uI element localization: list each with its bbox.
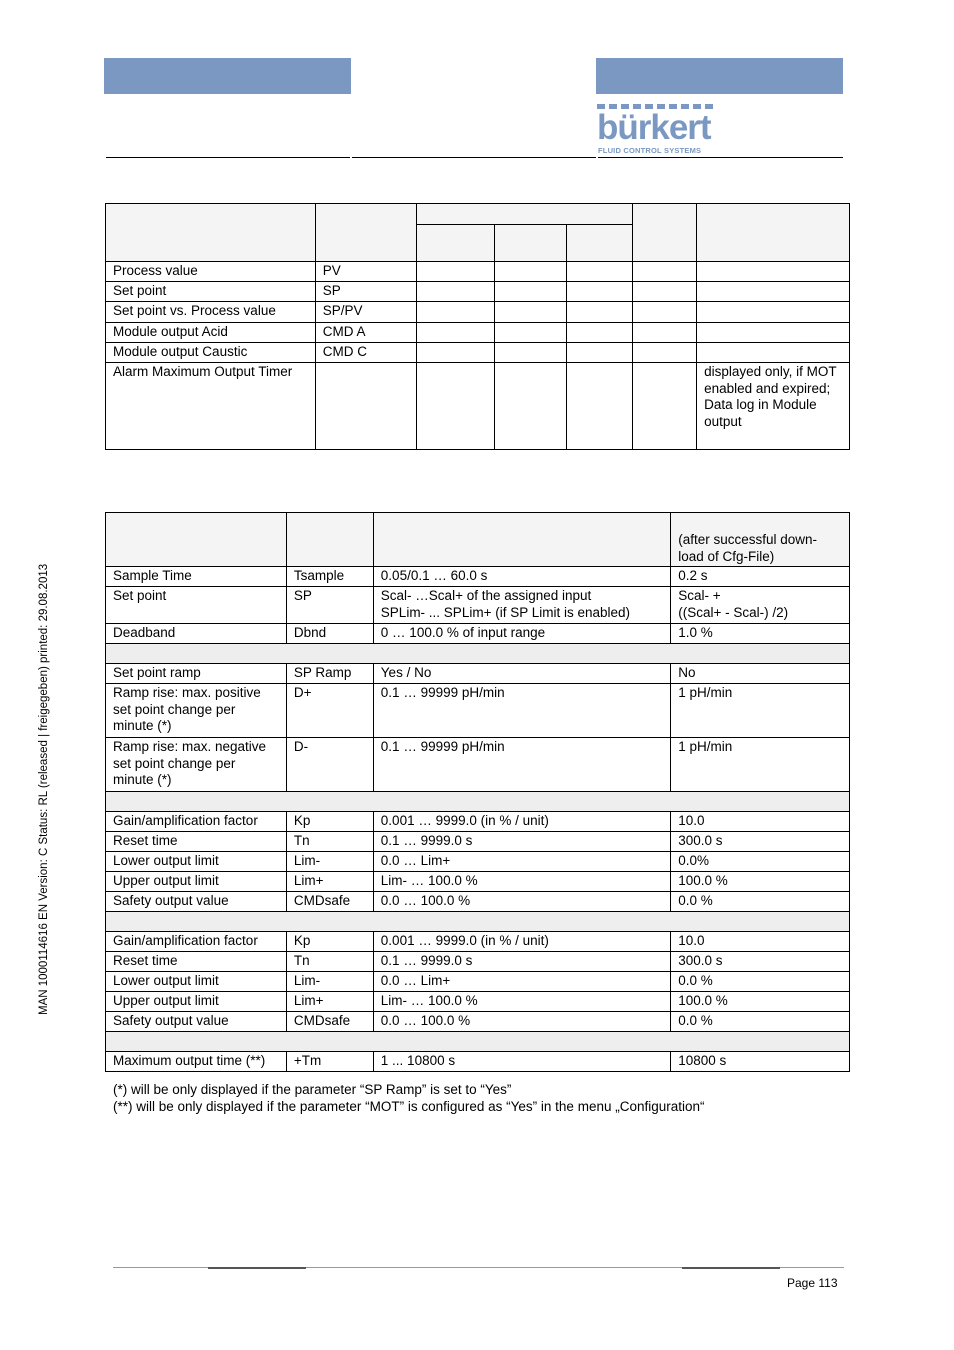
param-default: 0.0 % (671, 972, 850, 992)
row-empty-cell (495, 302, 567, 323)
row-empty-cell (633, 262, 697, 282)
logo-tagline: FLUID CONTROL SYSTEMS (598, 146, 702, 155)
param-default: 1 pH/min (671, 738, 850, 792)
table1-header-cell (697, 204, 850, 262)
row-label: Set point vs. Process value (106, 302, 316, 323)
header-bar-left (104, 58, 351, 94)
footer-rule-accent (208, 1267, 306, 1269)
param-range: 0.05/0.1 … 60.0 s (373, 567, 670, 587)
param-name: Reset time (106, 952, 287, 972)
param-name: Maximum output time (**) (106, 1052, 287, 1072)
param-default: 1 pH/min (671, 684, 850, 738)
row-empty-cell (567, 282, 633, 302)
param-name: Safety output value (106, 1012, 287, 1032)
param-symbol: Lim+ (286, 992, 373, 1012)
param-symbol: CMDsafe (286, 1012, 373, 1032)
row-symbol: SP (315, 282, 416, 302)
param-symbol: Lim- (286, 852, 373, 872)
param-symbol: Lim- (286, 972, 373, 992)
table-row (106, 738, 850, 792)
param-symbol: Tsample (286, 567, 373, 587)
row-label: Process value (106, 262, 316, 282)
param-symbol: Kp (286, 812, 373, 832)
row-empty-cell (416, 343, 495, 363)
row-note (697, 343, 850, 363)
row-empty-cell (416, 262, 495, 282)
param-default: 10.0 (671, 812, 850, 832)
table-row (106, 872, 850, 892)
row-empty-cell (633, 323, 697, 343)
param-range: 0.1 … 99999 pH/min (373, 684, 670, 738)
section-cell (106, 912, 850, 932)
row-note: displayed only, if MOT enabled and expired; Data log in Module output (697, 363, 850, 450)
row-symbol: CMD C (315, 343, 416, 363)
param-default: 100.0 % (671, 992, 850, 1012)
table1-header-cell (106, 204, 316, 262)
document-status-sidebar: MAN 1000114616 EN Version: C Status: RL (released | freigegeben) printed: 29.08.2013 (38, 563, 50, 1015)
section-row (106, 912, 850, 932)
row-symbol: CMD A (315, 323, 416, 343)
table2-header-default: (after successful down-load of Cfg-File) (671, 513, 850, 567)
table-row (106, 567, 850, 587)
table-row (106, 832, 850, 852)
param-name: Deadband (106, 624, 287, 644)
param-symbol: Kp (286, 932, 373, 952)
param-name: Upper output limit (106, 992, 287, 1012)
header-rule-left (106, 157, 350, 158)
row-note (697, 262, 850, 282)
table1-subheader-cell (416, 225, 495, 262)
param-range: 0.1 … 99999 pH/min (373, 738, 670, 792)
row-empty-cell (416, 302, 495, 323)
param-symbol: SP (286, 587, 373, 624)
table-row (106, 262, 850, 282)
section-cell (106, 1032, 850, 1052)
param-default: 1.0 % (671, 624, 850, 644)
row-empty-cell (567, 323, 633, 343)
row-empty-cell (567, 302, 633, 323)
param-range: 0.0 … Lim+ (373, 852, 670, 872)
table1-subheader-cell (495, 225, 567, 262)
param-name: Gain/amplification factor (106, 932, 287, 952)
param-range: 0.001 … 9999.0 (in % / unit) (373, 812, 670, 832)
row-symbol: PV (315, 262, 416, 282)
row-label: Module output Caustic (106, 343, 316, 363)
header-rule-middle (352, 157, 596, 158)
section-row (106, 1032, 850, 1052)
table-row (106, 302, 850, 323)
row-label: Set point (106, 282, 316, 302)
table1-subheader-cell (567, 225, 633, 262)
table-row (106, 624, 850, 644)
row-empty-cell (567, 343, 633, 363)
table-row (106, 1052, 850, 1072)
table-row (106, 1012, 850, 1032)
table-row (106, 992, 850, 1012)
table-row (106, 323, 850, 343)
param-default: No (671, 664, 850, 684)
param-range: 1 ... 10800 s (373, 1052, 670, 1072)
param-range: 0.001 … 9999.0 (in % / unit) (373, 932, 670, 952)
param-name: Ramp rise: max. negative set point change per minute (*) (106, 738, 287, 792)
param-symbol: SP Ramp (286, 664, 373, 684)
param-range: Yes / No (373, 664, 670, 684)
param-default: Scal- + ((Scal+ - Scal-) /2) (671, 587, 850, 624)
table-row (106, 852, 850, 872)
param-symbol: D+ (286, 684, 373, 738)
param-default: 10800 s (671, 1052, 850, 1072)
row-empty-cell (495, 363, 567, 450)
param-default: 100.0 % (671, 872, 850, 892)
param-name: Set point ramp (106, 664, 287, 684)
table-row (106, 892, 850, 912)
row-symbol: SP/PV (315, 302, 416, 323)
section-row (106, 792, 850, 812)
param-range: Lim- … 100.0 % (373, 992, 670, 1012)
param-name: Lower output limit (106, 972, 287, 992)
row-note (697, 302, 850, 323)
display-parameters-table (105, 203, 850, 450)
table2-header-cell (373, 513, 670, 567)
param-range: 0.1 … 9999.0 s (373, 832, 670, 852)
table1-header-cell (315, 204, 416, 262)
row-empty-cell (416, 282, 495, 302)
table-row (106, 684, 850, 738)
table2-header-cell (286, 513, 373, 567)
section-cell (106, 644, 850, 664)
table2-header-cell (106, 513, 287, 567)
param-default: 0.2 s (671, 567, 850, 587)
table-row (106, 932, 850, 952)
section-row (106, 644, 850, 664)
footnote-1: (*) will be only displayed if the parameter “SP Ramp” is set to “Yes” (113, 1082, 512, 1097)
row-label: Module output Acid (106, 323, 316, 343)
param-range: Scal- …Scal+ of the assigned input SPLim- ... SPLim+ (if SP Limit is enabled) (373, 587, 670, 624)
burkert-logo (597, 104, 717, 158)
param-name: Upper output limit (106, 872, 287, 892)
table-row (106, 587, 850, 624)
param-name: Reset time (106, 832, 287, 852)
param-default: 300.0 s (671, 952, 850, 972)
row-label: Alarm Maximum Output Timer (106, 363, 316, 450)
param-default: 0.0% (671, 852, 850, 872)
param-name: Gain/amplification factor (106, 812, 287, 832)
row-empty-cell (495, 282, 567, 302)
table-row (106, 282, 850, 302)
table-row (106, 812, 850, 832)
footnotes (113, 1082, 705, 1115)
param-range: 0.1 … 9999.0 s (373, 952, 670, 972)
row-empty-cell (495, 262, 567, 282)
param-default: 10.0 (671, 932, 850, 952)
page-number: Page 113 (787, 1276, 838, 1290)
param-default: 0.0 % (671, 892, 850, 912)
row-empty-cell (567, 363, 633, 450)
table-row (106, 664, 850, 684)
row-symbol (315, 363, 416, 450)
param-symbol: +Tm (286, 1052, 373, 1072)
param-symbol: D- (286, 738, 373, 792)
table-row (106, 363, 850, 450)
param-default: 0.0 % (671, 1012, 850, 1032)
row-empty-cell (633, 363, 697, 450)
row-empty-cell (633, 282, 697, 302)
param-symbol: Tn (286, 952, 373, 972)
header-bar-right (596, 58, 843, 94)
param-name: Sample Time (106, 567, 287, 587)
param-range: 0.0 … 100.0 % (373, 1012, 670, 1032)
param-name: Lower output limit (106, 852, 287, 872)
param-default: 300.0 s (671, 832, 850, 852)
row-empty-cell (633, 343, 697, 363)
param-name: Safety output value (106, 892, 287, 912)
row-empty-cell (567, 262, 633, 282)
param-symbol: CMDsafe (286, 892, 373, 912)
param-range: 0.0 … 100.0 % (373, 892, 670, 912)
section-cell (106, 792, 850, 812)
row-empty-cell (416, 363, 495, 450)
param-range: Lim- … 100.0 % (373, 872, 670, 892)
param-range: 0.0 … Lim+ (373, 972, 670, 992)
row-empty-cell (495, 343, 567, 363)
param-symbol: Dbnd (286, 624, 373, 644)
footnote-2: (**) will be only displayed if the parameter “MOT” is configured as “Yes” in the menu „Configuration“ (113, 1098, 705, 1114)
parameter-settings-table (105, 512, 850, 1072)
row-note (697, 282, 850, 302)
param-name: Ramp rise: max. positive set point change per minute (*) (106, 684, 287, 738)
row-empty-cell (495, 323, 567, 343)
table1-header-group (416, 204, 633, 225)
table-row (106, 952, 850, 972)
param-name: Set point (106, 587, 287, 624)
param-symbol: Lim+ (286, 872, 373, 892)
table1-header-cell (633, 204, 697, 262)
logo-wordmark: bürkert (597, 108, 711, 147)
footer-rule-accent (682, 1267, 780, 1269)
row-empty-cell (416, 323, 495, 343)
row-note (697, 323, 850, 343)
param-symbol: Tn (286, 832, 373, 852)
param-range: 0 … 100.0 % of input range (373, 624, 670, 644)
row-empty-cell (633, 302, 697, 323)
table-row (106, 343, 850, 363)
table-row (106, 972, 850, 992)
